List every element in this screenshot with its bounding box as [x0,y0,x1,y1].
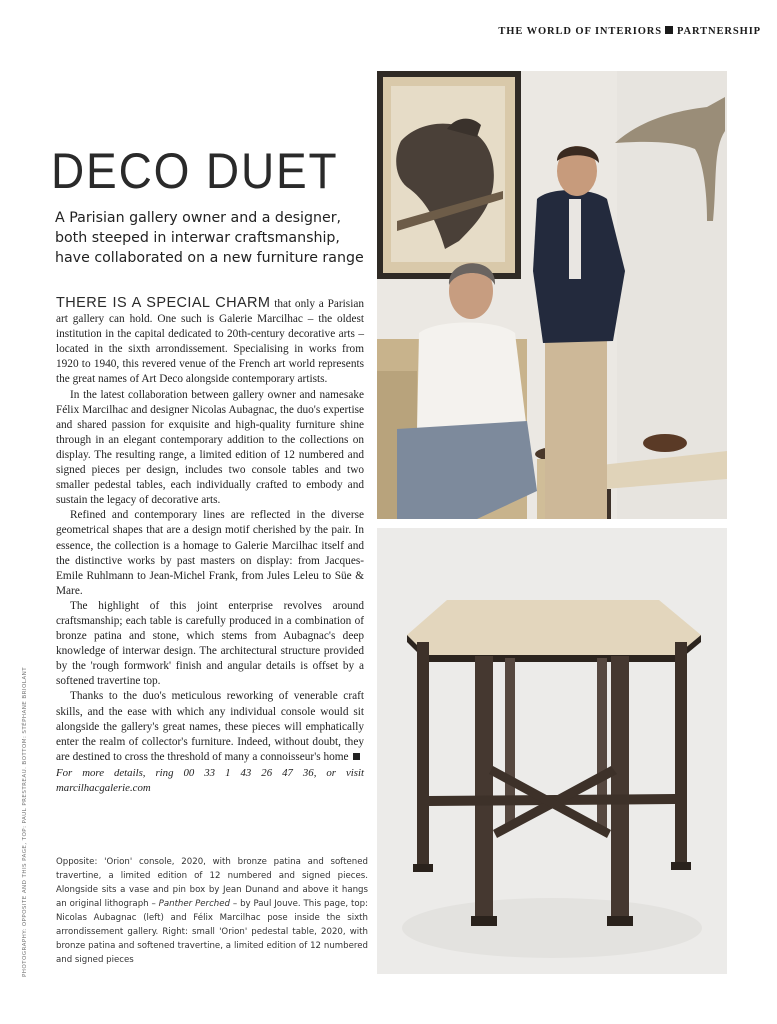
end-mark-icon [353,753,360,760]
article-title: DECO DUET [51,143,339,199]
more-info: For more details, ring 00 33 1 43 26 47 36, or visit marcilhacgalerie.com [56,766,364,794]
paragraph-1-text: that only a Parisian art gallery can hold. One such is Galerie Marcilhac – the oldest institution in the capital dedicated to 20th-century decorative arts – located in the sixth arrondissement. Specialising in works from 1920 to 1940, this revered venue of the French art world represents the great names of Art Deco alongside contemporary artists. [56,298,364,386]
paragraph-2: In the latest collaboration between gallery owner and namesake Félix Marcilhac and designer Nicolas Aubagnac, the duo's expertise and shared passion for exquisite and high-quality furniture shine through in an elegant contemporary addition to the collections on display. The resulting range, a limited edition of 12 numbered and signed pieces per design, includes two console tables and two smaller pedestal tables, each individually crafted to embody and sustain the legacy of decorative arts. [56,388,364,507]
separator-square-icon [665,26,673,34]
travertine-top [407,600,701,655]
table-leg [417,642,429,866]
caption-text-2: – by Paul Jouve. This page, top: Nicolas Aubagnac (left) and Félix Marcilhac pose inside the sixth arrondissement gallery. Right: small 'Orion' pedestal table, 2020, with bronze patina and softened travertine, a limited edition of 12 numbered and signed pieces [56,899,368,965]
paragraph-5 [56,689,364,764]
gallery-portrait-photo [377,71,727,519]
caption-artwork-title: Panther Perched [158,899,231,909]
lead-in: THERE IS A SPECIAL CHARM [56,295,271,311]
photo-caption [56,855,368,967]
publication-name: THE WORLD OF INTERIORS [498,26,662,37]
pedestal-table-photo [377,528,727,974]
paragraph-3: Refined and contemporary lines are reflected in the diverse geometrical shapes that are a design motif cherished by the pair. In essence, the collection is a homage to Galerie Marcilhac itself and the distinctive works by past masters on display: from Jacques-Emile Ruhlmann to Jean-Michel Frank, from Jules Leleu to Süe & Mare. [56,509,364,597]
table-illustration [377,528,727,974]
table-leg [675,642,687,866]
caption-text-1: Opposite: 'Orion' console, 2020, with bronze patina and softened travertine, a limited edition of 12 numbered and signed pieces. Alongside sits a vase and pin box by Jean Dunand and above it hangs an original lithograph – [56,857,368,909]
table-leg [475,656,493,920]
paragraph-4: The highlight of this joint enterprise revolves around craftsmanship; each table is carefully produced in a combination of bronze patina and stone, which stems from Aubagnac's deep knowledge of interwar design. The architectural structure provided by the 'rough formwork' finish and angular details is offset by a softened travertine top. [56,599,364,688]
running-header [498,26,761,37]
paragraph-5-text: Thanks to the duo's meticulous reworking of venerable craft skills, and the ease with which any individual console would sit alongside the gallery's great names, these pieces will emphatically enter the realm of collector's furniture. Indeed, without doubt, they are destined to cross the threshold of many a connoisseur's home [56,690,364,763]
section-name: PARTNERSHIP [676,26,761,37]
article-body [56,296,364,796]
panther-lithograph-frame [377,71,521,279]
paragraph-1 [56,296,364,388]
photo-credit: PHOTOGRAPHY: OPPOSITE AND THIS PAGE, TOP: PAUL PRESTREAU. BOTTOM: STÉPHANE BRIOLANT [22,666,28,977]
portrait-illustration [377,71,727,519]
table-leg [611,656,629,920]
article-standfirst: A Parisian gallery owner and a designer, both steeped in interwar craftsmanship, have collaborated on a new furniture range [55,210,364,266]
